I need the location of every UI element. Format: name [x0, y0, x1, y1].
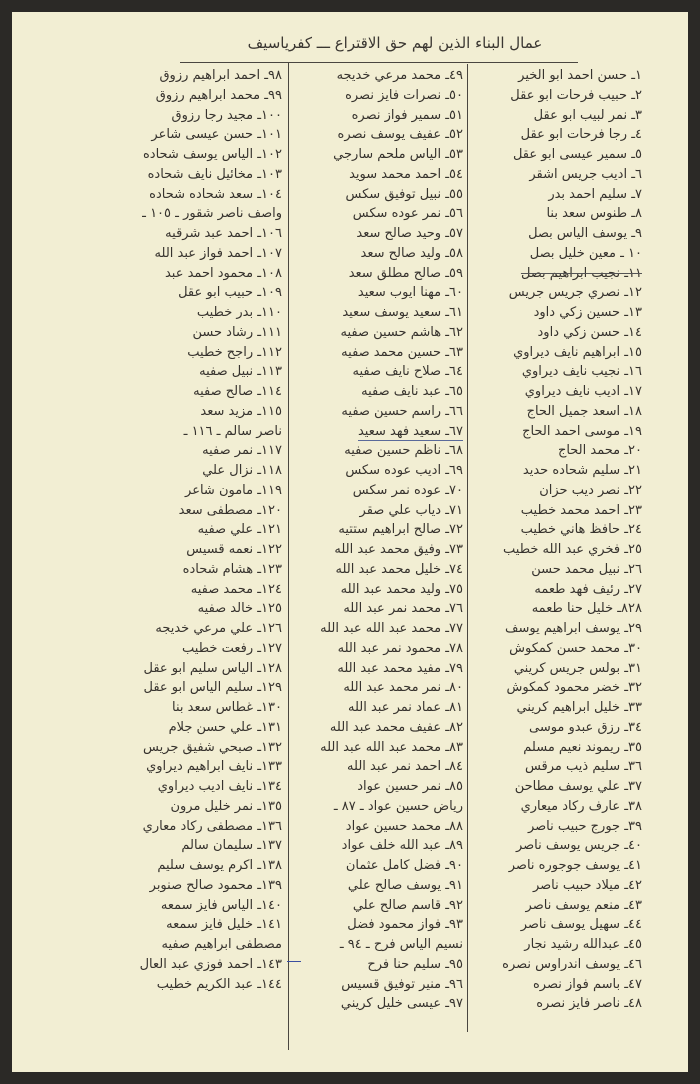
- name-list-item: [292, 66, 463, 86]
- name-list-item: [470, 501, 642, 521]
- name-list-item: [470, 461, 642, 481]
- name-list-item: [292, 362, 463, 382]
- name-list-item: [470, 659, 642, 679]
- name-entry-text: ٧ـ سليم احمد بدر: [548, 186, 642, 202]
- name-entry-text: ١١٠ـ بدر خطيب: [196, 305, 282, 320]
- name-entry-text: نسيم الياس فرح ـ ٩٤ ـ: [339, 937, 463, 952]
- name-entry-text: ٩٦ـ منير توفيق قسيس: [341, 976, 463, 992]
- name-list-item: [292, 994, 463, 1014]
- name-list-item: [470, 738, 642, 758]
- name-list-item: [470, 66, 642, 86]
- name-list-item: [470, 777, 642, 797]
- name-entry-text: ١٣٥ـ نمر خليل مرون: [170, 798, 282, 814]
- name-entry-text: ١٢٤ـ محمد صفيه: [190, 581, 282, 597]
- name-entry-text: ١٠٠ـ مجيد رجا رزوق: [171, 107, 282, 123]
- name-list-item: [470, 481, 642, 501]
- name-entry-text: ١٠٤ـ سعد شحاده شحاده: [149, 186, 282, 202]
- name-entry-text: ٤٩ـ محمد مرعي خديجه: [336, 68, 463, 83]
- name-entry-text: ٢٣ـ احمد محمد خطيب: [520, 502, 642, 518]
- name-entry-text: ١٠ ـ معين خليل بصل: [529, 245, 642, 261]
- name-list-item: [90, 777, 282, 797]
- name-entry-text: ٤٠ـ جريس يوسف ناصر: [515, 838, 642, 854]
- name-list-item: [292, 876, 463, 896]
- name-entry-text: ٨٤ـ احمد نمر عبد الله: [347, 759, 463, 775]
- name-list-item: [292, 659, 463, 679]
- name-entry-text: ٤٣ـ منعم يوسف ناصر: [525, 897, 642, 913]
- name-entry-text: ٧٠ـ عوده نمر سكس: [352, 482, 463, 498]
- name-entry-text: ١٣٢ـ صبحي شفيق جريس: [143, 739, 282, 755]
- name-entry-text: ١٢٧ـ رفعت خطيب: [182, 640, 282, 656]
- name-entry-text: ٤٤ـ سهيل يوسف ناصر: [520, 917, 642, 933]
- name-list-item: [90, 343, 282, 363]
- name-list-item: [292, 343, 463, 363]
- name-entry-text: ٨٩ـ عبد الله خلف عواد: [341, 838, 463, 854]
- name-entry-text: ٧٢ـ صالح ابراهيم ستتيه: [338, 522, 463, 538]
- name-list-item: [470, 876, 642, 896]
- names-column-2: [292, 66, 463, 1014]
- name-entry-text: ١٣٤ـ نايف اديب ديراوي: [157, 779, 282, 794]
- name-entry-text: ١١٢ـ راجح خطيب: [187, 344, 282, 360]
- name-entry-text: ١٤١ـ خليل فايز سمعه: [166, 917, 282, 933]
- name-list-item: [90, 66, 282, 86]
- name-entry-text: ١٢ـ نصري جريس جريس: [508, 285, 642, 301]
- name-list-item: [292, 777, 463, 797]
- name-entry-text: ٢٩ـ يوسف ابراهيم يوسف: [505, 621, 642, 636]
- name-entry-text: ٣٤ـ رزق عبدو موسى: [528, 719, 642, 735]
- name-entry-text: مصطفى ابراهيم صفيه: [161, 937, 282, 952]
- name-entry-text: ٨١ـ عماد نمر عبد الله: [348, 700, 463, 715]
- name-list-item: [470, 698, 642, 718]
- name-list-item: [470, 125, 642, 145]
- name-list-item: [90, 975, 282, 995]
- name-entry-text: ٣٥ـ ريموند نعيم مسلم: [523, 739, 642, 755]
- name-entry-text: ٩ـ يوسف الياس بصل: [528, 226, 642, 241]
- name-entry-text: ١٠٦ـ احمد عبد شرقيه: [165, 226, 282, 241]
- name-list-item: [90, 244, 282, 264]
- name-entry-text: ٤١ـ يوسف جوجوره ناصر: [508, 858, 642, 873]
- name-list-item: [470, 382, 642, 402]
- name-list-item: [90, 323, 282, 343]
- name-entry-text: ٢٤ـ حافظ هاني خطيب: [520, 522, 642, 538]
- name-list-item: [292, 975, 463, 995]
- name-list-item: [90, 639, 282, 659]
- name-entry-text: ٩٧ـ عيسى خليل كريني: [340, 996, 463, 1012]
- name-entry-text: ١٤ـ حسن زكي داود: [537, 324, 642, 340]
- name-entry-text: ١١١ـ رشاد حسن: [192, 324, 282, 340]
- name-entry-text: ٦٨ـ ناظم حسين صفيه: [344, 443, 463, 459]
- name-entry-text: ١١ـ نجيب ابراهيم بصل: [520, 265, 642, 281]
- name-list-item: [90, 817, 282, 837]
- name-entry-text: ٧٧ـ محمد عبد الله عبد الله: [320, 621, 463, 636]
- name-entry-text: ٣٣ـ خليل ابراهيم كريني: [516, 700, 642, 715]
- name-list-item: [90, 185, 282, 205]
- name-list-item: [292, 639, 463, 659]
- name-entry-text: ١٠٨ـ محمود احمد عبد: [164, 265, 282, 281]
- name-entry-text: ٤٥ـ عبدالله رشيد نجار: [524, 937, 642, 952]
- name-list-item: [292, 955, 463, 975]
- name-list-item: [470, 560, 642, 580]
- name-list-item: [470, 955, 642, 975]
- name-entry-text: ١٣٣ـ نايف ابراهيم ديراوي: [146, 759, 282, 775]
- name-list-item: [90, 165, 282, 185]
- name-list-item: [292, 698, 463, 718]
- name-entry-text: ٣٨ـ عارف ركاد ميعاري: [520, 798, 642, 814]
- name-entry-text: ٤٦ـ يوسف اندراوس نصره: [502, 956, 642, 972]
- name-entry-text: ٩٩ـ محمد ابراهيم رزوق: [155, 87, 282, 103]
- name-entry-text: ٧٥ـ وليد محمد عبد الله: [340, 581, 463, 597]
- name-entry-text: ١٠٢ـ الياس يوسف شحاده: [142, 147, 282, 162]
- name-list-item: [292, 461, 463, 481]
- name-list-item: [90, 659, 282, 679]
- name-entry-text: ١٣٦ـ مصطفى ركاد معاري: [142, 818, 282, 834]
- name-entry-text: ١٣٠ـ غطاس سعد بنا: [172, 700, 282, 715]
- name-list-item: [90, 678, 282, 698]
- name-list-item: [90, 718, 282, 738]
- name-list-item: [470, 343, 642, 363]
- name-entry-text: ٣٧ـ علي يوسف مطاحن: [514, 779, 642, 794]
- name-entry-text: ٢٥ـ فخري عبد الله خطيب: [503, 542, 642, 557]
- name-list-item: [470, 520, 642, 540]
- name-list-item: [90, 580, 282, 600]
- name-entry-text: واصف ناصر شقور ـ ١٠٥ ـ: [142, 206, 282, 222]
- name-list-item: [292, 165, 463, 185]
- name-list-item: [90, 560, 282, 580]
- name-list-item: [90, 125, 282, 145]
- name-list-item: [292, 797, 463, 817]
- name-entry-text: ١٣٧ـ سليمان سالم: [181, 838, 282, 854]
- name-list-item: [90, 441, 282, 461]
- name-entry-text: ٢١ـ سليم شحاده حديد: [522, 463, 642, 478]
- name-list-item: [470, 836, 642, 856]
- name-list-item: [292, 619, 463, 639]
- name-list-item: [470, 540, 642, 560]
- name-entry-text: ٨٠ـ نمر محمد عبد الله: [343, 680, 463, 696]
- name-list-item: [90, 204, 282, 224]
- name-entry-text: ٩١ـ يوسف صالح علي: [347, 877, 463, 893]
- name-entry-text: ١١٤ـ صالح صفيه: [193, 384, 282, 399]
- name-list-item: [470, 224, 642, 244]
- name-list-item: [90, 382, 282, 402]
- name-entry-text: ١١٣ـ نبيل صفيه: [199, 364, 282, 380]
- name-list-item: [470, 264, 642, 284]
- name-entry-text: ١ـ حسن احمد ابو الخير: [518, 68, 642, 83]
- name-entry-text: ناصر سالم ـ ١١٦ ـ: [183, 423, 282, 439]
- name-list-item: [470, 106, 642, 126]
- name-list-item: [292, 757, 463, 777]
- name-entry-text: ١١٥ـ مزيد سعد: [200, 403, 282, 419]
- name-entry-text: ٧١ـ دياب علي صقر: [359, 502, 463, 518]
- name-entry-text: ٢٢ـ نصر ديب حزان: [539, 482, 642, 498]
- name-list-item: [292, 244, 463, 264]
- name-entry-text: ٤٨ـ ناصر فايز نصره: [536, 996, 642, 1012]
- name-entry-text: ٣٢ـ خضر محمود كمكوش: [506, 680, 642, 696]
- name-list-item: [292, 204, 463, 224]
- name-entry-text: ١٢٣ـ هشام شحاده: [182, 561, 282, 577]
- name-list-item: [292, 185, 463, 205]
- name-list-item: [90, 619, 282, 639]
- name-entry-text: ٧٣ـ وفيق محمد عبد الله: [334, 542, 463, 557]
- name-entry-text: ٤٢ـ ميلاد حبيب ناصر: [532, 877, 642, 893]
- name-entry-text: ٦ـ اديب جريس اشقر: [529, 166, 642, 182]
- name-list-item: [90, 698, 282, 718]
- name-entry-text: ١٢٠ـ مصطفى سعد: [178, 502, 282, 518]
- name-entry-text: ٥٧ـ وحيد صالح سعد: [356, 226, 463, 241]
- name-list-item: [90, 402, 282, 422]
- names-column-1: [470, 66, 642, 1014]
- name-list-item: [470, 362, 642, 382]
- name-list-item: [470, 896, 642, 916]
- name-list-item: [470, 639, 642, 659]
- name-list-item: [90, 422, 282, 442]
- name-entry-text: ١٣٨ـ اكرم يوسف سليم: [157, 858, 282, 873]
- name-entry-text: ٦١ـ سعيد يوسف سعيد: [342, 305, 463, 320]
- name-entry-text: ٩٨ـ احمد ابراهيم رزوق: [159, 68, 282, 83]
- name-list-item: [292, 501, 463, 521]
- name-entry-text: ٩٢ـ قاسم صالح علي: [352, 897, 463, 913]
- name-entry-text: ٦٤ـ صلاح نايف صفيه: [352, 364, 463, 380]
- column-divider-right: [467, 64, 468, 1032]
- name-entry-text: ٨٢٨ـ خليل حنا طعمه: [531, 601, 642, 617]
- name-entry-text: ٣ـ نمر لبيب ابو عقل: [533, 107, 642, 123]
- name-entry-text: ١٣٩ـ محمود صالح صنوبر: [149, 877, 282, 893]
- name-entry-text: ٧٤ـ خليل محمد عبد الله: [335, 561, 463, 577]
- name-entry-text: ١١٩ـ مامون شاعر: [185, 482, 282, 498]
- name-list-item: [90, 264, 282, 284]
- name-entry-text: ١٠١ـ حسن عيسى شاعر: [151, 127, 282, 143]
- name-list-item: [292, 896, 463, 916]
- name-list-item: [470, 580, 642, 600]
- name-entry-text: ٤٧ـ باسم فواز نصره: [533, 976, 642, 992]
- name-list-item: [292, 106, 463, 126]
- name-entry-text: ١٨ـ اسعد جميل الحاج: [526, 403, 642, 419]
- name-entry-text: ٢٦ـ نبيل محمد حسن: [531, 561, 642, 577]
- name-list-item: [470, 86, 642, 106]
- column-divider-left: [288, 62, 289, 1050]
- name-list-item: [292, 323, 463, 343]
- name-entry-text: ٥٩ـ صالح مطلق سعد: [348, 265, 463, 281]
- name-entry-text: ١٢٥ـ خالد صفيه: [197, 601, 282, 617]
- name-list-item: [90, 481, 282, 501]
- name-entry-text: ٢ـ حبيب فرحات ابو عقل: [510, 87, 642, 103]
- name-list-item: [292, 856, 463, 876]
- name-list-item: [90, 501, 282, 521]
- name-list-item: [90, 915, 282, 935]
- name-entry-text: ١٢٦ـ علي مرعي خديجه: [155, 621, 282, 636]
- name-list-item: [292, 125, 463, 145]
- name-list-item: [292, 817, 463, 837]
- name-entry-text: ٨٥ـ نمر حسين عواد: [357, 779, 463, 794]
- name-entry-text: ١٠٧ـ احمد فواز عبد الله: [154, 245, 282, 261]
- name-list-item: [470, 817, 642, 837]
- name-entry-text: ٣١ـ بولس جريس كريني: [513, 660, 642, 676]
- name-entry-text: ١٥ـ ابراهيم نايف ديراوي: [513, 344, 642, 360]
- name-list-item: [90, 896, 282, 916]
- name-list-item: [470, 145, 642, 165]
- name-list-item: [292, 145, 463, 165]
- name-list-item: [470, 797, 642, 817]
- name-list-item: [90, 757, 282, 777]
- name-list-item: [292, 441, 463, 461]
- name-list-item: [470, 422, 642, 442]
- name-entry-text: ٩٠ـ فضل كامل عثمان: [345, 858, 463, 873]
- name-entry-text: ٦٥ـ عبد نايف صفيه: [361, 384, 463, 399]
- name-entry-text: ١٤٣ـ احمد فوزي عبد العال: [139, 956, 282, 972]
- name-list-item: [470, 165, 642, 185]
- name-list-item: [292, 264, 463, 284]
- name-entry-text: ٧٨ـ محمود نمر عبد الله: [337, 640, 463, 656]
- name-list-item: [292, 738, 463, 758]
- name-list-item: [90, 738, 282, 758]
- name-entry-text: ٧٩ـ مفيد محمد عبد الله: [337, 660, 463, 676]
- name-list-item: [292, 520, 463, 540]
- name-entry-text: ٢٧ـ رئيف فهد طعمه: [534, 581, 642, 597]
- name-list-item: [470, 718, 642, 738]
- name-entry-text: ٨ـ طنوس سعد بنا: [546, 206, 642, 222]
- name-list-item: [90, 856, 282, 876]
- name-list-item: [470, 283, 642, 303]
- name-list-item: [470, 599, 642, 619]
- name-list-item: [470, 204, 642, 224]
- name-entry-text: ٥٠ـ نصرات فايز نصره: [345, 87, 463, 103]
- name-list-item: [90, 145, 282, 165]
- name-entry-text: ١١٧ـ نمر صفيه: [202, 443, 282, 459]
- name-entry-text: ٦٦ـ راسم حسين صفيه: [341, 403, 463, 419]
- name-list-item: [292, 580, 463, 600]
- name-list-item: [90, 876, 282, 896]
- name-list-item: [90, 106, 282, 126]
- name-list-item: [292, 678, 463, 698]
- name-entry-text: ٥٦ـ نمر عوده سكس: [352, 206, 463, 222]
- name-list-item: [292, 283, 463, 303]
- name-entry-text: ١١٨ـ نزال علي: [202, 463, 282, 478]
- name-list-item: [470, 975, 642, 995]
- name-entry-text: ٨٨ـ محمد حسين عواد: [345, 818, 463, 834]
- name-entry-text: ٦٧ـ سعيد فهد سعيد: [357, 423, 463, 439]
- name-list-item: [90, 362, 282, 382]
- name-entry-text: ٦٢ـ هاشم حسين صفيه: [340, 324, 463, 340]
- name-list-item: [90, 303, 282, 323]
- name-list-item: [470, 935, 642, 955]
- name-entry-text: ٢٠ـ محمد الحاج: [557, 443, 642, 459]
- name-list-item: [292, 836, 463, 856]
- names-column-3: [90, 66, 282, 994]
- name-entry-text: رياض حسين عواد ـ ٨٧ ـ: [333, 798, 463, 814]
- name-list-item: [292, 422, 463, 442]
- name-entry-text: ٨٢ـ عفيف محمد عبد الله: [329, 719, 463, 735]
- name-list-item: [470, 323, 642, 343]
- name-entry-text: ١٠٣ـ مخائيل نايف شحاده: [147, 166, 282, 182]
- name-list-item: [470, 185, 642, 205]
- name-list-item: [292, 86, 463, 106]
- name-entry-text: ١٣ـ حسين زكي داود: [533, 305, 642, 320]
- name-list-item: [470, 244, 642, 264]
- name-list-item: [292, 382, 463, 402]
- name-list-item: [90, 520, 282, 540]
- name-list-item: [470, 994, 642, 1014]
- name-entry-text: ٤ـ رجا فرحات ابو عقل: [520, 127, 642, 143]
- name-list-item: [292, 560, 463, 580]
- name-list-item: [90, 797, 282, 817]
- name-entry-text: ١٢١ـ علي صفيه: [197, 522, 282, 538]
- name-entry-text: ٩٣ـ فواز محمود فضل: [347, 917, 463, 933]
- name-list-item: [90, 224, 282, 244]
- name-list-item: [90, 836, 282, 856]
- name-list-item: [470, 856, 642, 876]
- name-entry-text: ٣٩ـ جورج حبيب ناصر: [527, 818, 642, 834]
- name-entry-text: ٦٠ـ مهنا ايوب سعيد: [357, 285, 463, 301]
- name-entry-text: ١٠٩ـ حبيب ابو عقل: [178, 285, 282, 301]
- name-list-item: [292, 599, 463, 619]
- name-entry-text: ٥٨ـ وليد صالح سعد: [360, 245, 463, 261]
- name-list-item: [90, 935, 282, 955]
- name-entry-text: ٥٣ـ الياس ملحم سارجي: [333, 147, 463, 162]
- name-list-item: [470, 915, 642, 935]
- name-entry-text: ٥١ـ سمير فواز نصره: [351, 107, 463, 123]
- name-list-item: [90, 283, 282, 303]
- name-list-item: [90, 540, 282, 560]
- name-list-item: [90, 86, 282, 106]
- name-entry-text: ١٢٩ـ سليم الياس ابو عقل: [143, 680, 282, 696]
- title-underline: [180, 62, 578, 63]
- name-list-item: [292, 935, 463, 955]
- name-entry-text: ١٣١ـ علي حسن جلام: [168, 719, 282, 735]
- name-list-item: [90, 955, 282, 975]
- name-list-item: [470, 303, 642, 323]
- name-list-item: [292, 540, 463, 560]
- name-entry-text: ١٧ـ اديب نايف ديراوي: [524, 384, 642, 399]
- name-entry-text: ٨٣ـ محمد عبد الله عبد الله: [320, 739, 463, 755]
- name-list-item: [292, 303, 463, 323]
- name-list-item: [292, 718, 463, 738]
- name-entry-text: ١٢٢ـ نعمه قسيس: [186, 542, 282, 557]
- document-title: عمال البناء الذين لهم حق الاقتراع ـــ كفرياسيف: [247, 34, 543, 52]
- name-entry-text: ٦٣ـ حسين محمد صفيه: [341, 344, 463, 360]
- name-list-item: [470, 678, 642, 698]
- name-list-item: [470, 402, 642, 422]
- name-entry-text: ٥٢ـ عفيف يوسف نصره: [337, 127, 463, 143]
- name-list-item: [292, 481, 463, 501]
- name-entry-text: ٧٦ـ محمد نمر عبد الله: [343, 601, 463, 617]
- name-entry-text: ٦٩ـ اديب عوده سكس: [345, 463, 463, 478]
- name-entry-text: ٣٦ـ سليم ذيب مرقس: [524, 759, 642, 775]
- name-list-item: [292, 915, 463, 935]
- name-entry-text: ١٩ـ موسى احمد الحاج: [522, 423, 642, 439]
- name-list-item: [470, 757, 642, 777]
- name-entry-text: ٣٠ـ محمد حسن كمكوش: [509, 640, 642, 656]
- name-entry-text: ١٦ـ نجيب نايف ديراوي: [521, 364, 642, 380]
- name-entry-text: ١٤٤ـ عبد الكريم خطيب: [156, 976, 282, 992]
- name-list-item: [470, 619, 642, 639]
- name-entry-text: ٥٤ـ احمد محمد سويد: [349, 166, 463, 182]
- name-list-item: [292, 224, 463, 244]
- name-entry-text: ٥٥ـ نبيل توفيق سكس: [345, 186, 463, 202]
- name-list-item: [90, 599, 282, 619]
- name-entry-text: ٥ـ سمير عيسى ابو عقل: [512, 147, 642, 162]
- name-list-item: [90, 461, 282, 481]
- name-list-item: [292, 402, 463, 422]
- name-entry-text: ١٤٠ـ الياس فايز سمعه: [160, 897, 282, 913]
- name-list-item: [470, 441, 642, 461]
- name-entry-text: ٩٥ـ سليم حنا فرح: [367, 956, 463, 972]
- name-entry-text: ١٢٨ـ الياس سليم ابو عقل: [143, 660, 282, 676]
